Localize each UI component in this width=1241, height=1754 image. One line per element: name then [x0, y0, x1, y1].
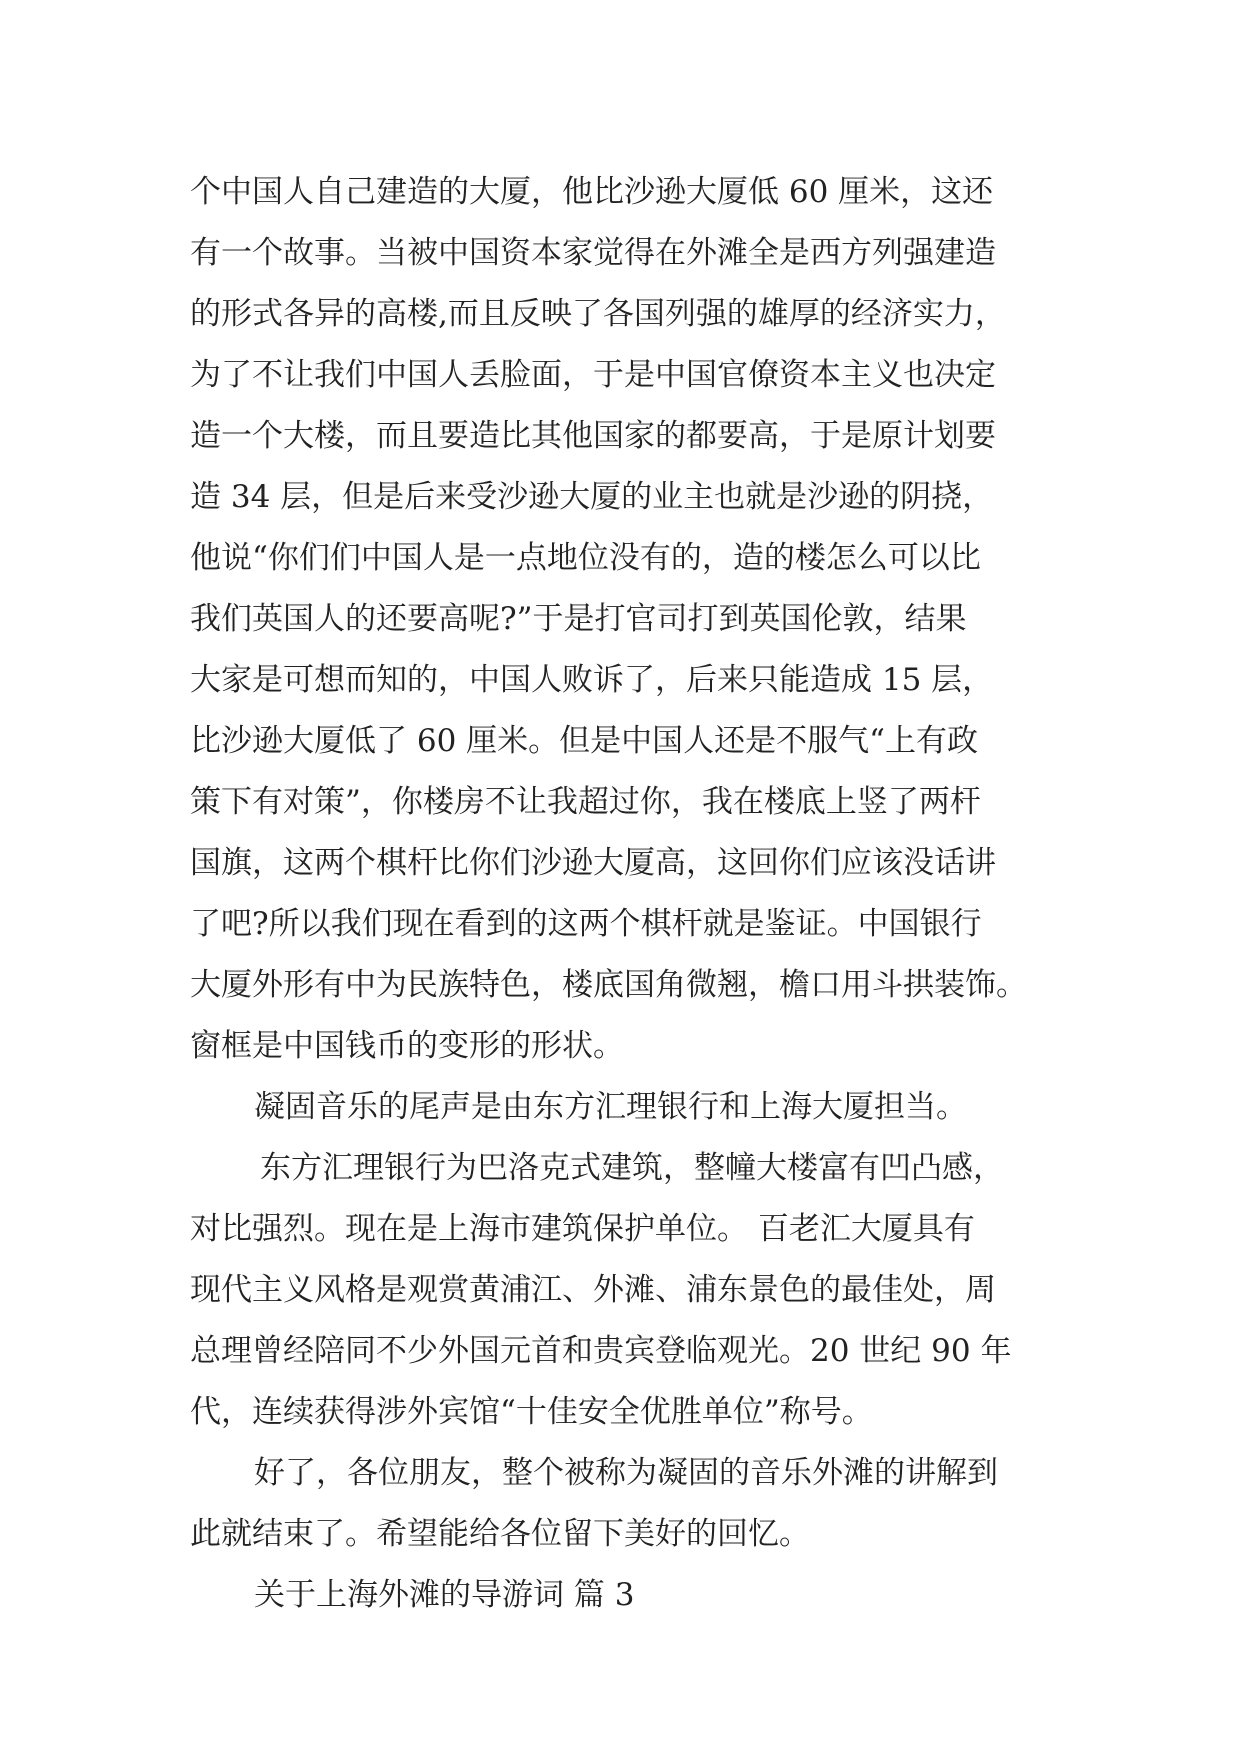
- text-line: 策下有对策”，你楼房不让我超过你，我在楼底上竖了两杆: [190, 784, 981, 820]
- text-line: 的形式各异的高楼,而且反映了各国列强的雄厚的经济实力，: [190, 296, 1006, 332]
- text-line: 现代主义风格是观赏黄浦江、外滩、浦东景色的最佳处，周: [190, 1272, 996, 1308]
- text-line: 凝固音乐的尾声是由东方汇理银行和上海大厦担当。: [254, 1089, 967, 1125]
- text-line: 为了不让我们中国人丢脸面，于是中国官僚资本主义也决定: [190, 357, 996, 393]
- text-line: 他说“你们们中国人是一点地位没有的，造的楼怎么可以比: [190, 540, 981, 576]
- text-line: 此就结束了。希望能给各位留下美好的回忆。: [190, 1516, 810, 1552]
- text-line: 国旗，这两个棋杆比你们沙逊大厦高，这回你们应该没话讲: [190, 845, 996, 881]
- document-body: [190, 162, 1090, 1626]
- text-line: 关于上海外滩的导游词 篇 3: [254, 1577, 635, 1613]
- text-line: 东方汇理银行为巴洛克式建筑，整幢大楼富有凹凸感，: [260, 1150, 1004, 1186]
- text-line: 个中国人自己建造的大厦，他比沙逊大厦低 60 厘米，这还: [190, 174, 994, 210]
- text-line: 有一个故事。当被中国资本家觉得在外滩全是西方列强建造: [190, 235, 996, 271]
- text-line: 造 34 层，但是后来受沙逊大厦的业主也就是沙逊的阴挠，: [190, 479, 994, 515]
- text-line: 我们英国人的还要高呢?”于是打官司打到英国伦敦，结果: [190, 601, 967, 637]
- text-line: 好了，各位朋友，整个被称为凝固的音乐外滩的讲解到: [254, 1455, 998, 1491]
- text-line: 代，连续获得涉外宾馆“十佳安全优胜单位”称号。: [190, 1394, 873, 1430]
- text-line: 比沙逊大厦低了 60 厘米。但是中国人还是不服气“上有政: [190, 723, 978, 759]
- text-line: 窗框是中国钱币的变形的形状。: [190, 1028, 624, 1064]
- text-line: 大厦外形有中为民族特色，楼底国角微翘，檐口用斗拱装饰。: [190, 967, 1027, 1003]
- text-line: 总理曾经陪同不少外国元首和贵宾登临观光。20 世纪 90 年: [190, 1333, 1012, 1369]
- text-line: 了吧?所以我们现在看到的这两个棋杆就是鉴证。中国银行: [190, 906, 982, 942]
- text-line: 对比强烈。现在是上海市建筑保护单位。 百老汇大厦具有: [190, 1211, 975, 1247]
- text-line: 大家是可想而知的，中国人败诉了，后来只能造成 15 层，: [190, 662, 994, 698]
- text-line: 造一个大楼，而且要造比其他国家的都要高，于是原计划要: [190, 418, 996, 454]
